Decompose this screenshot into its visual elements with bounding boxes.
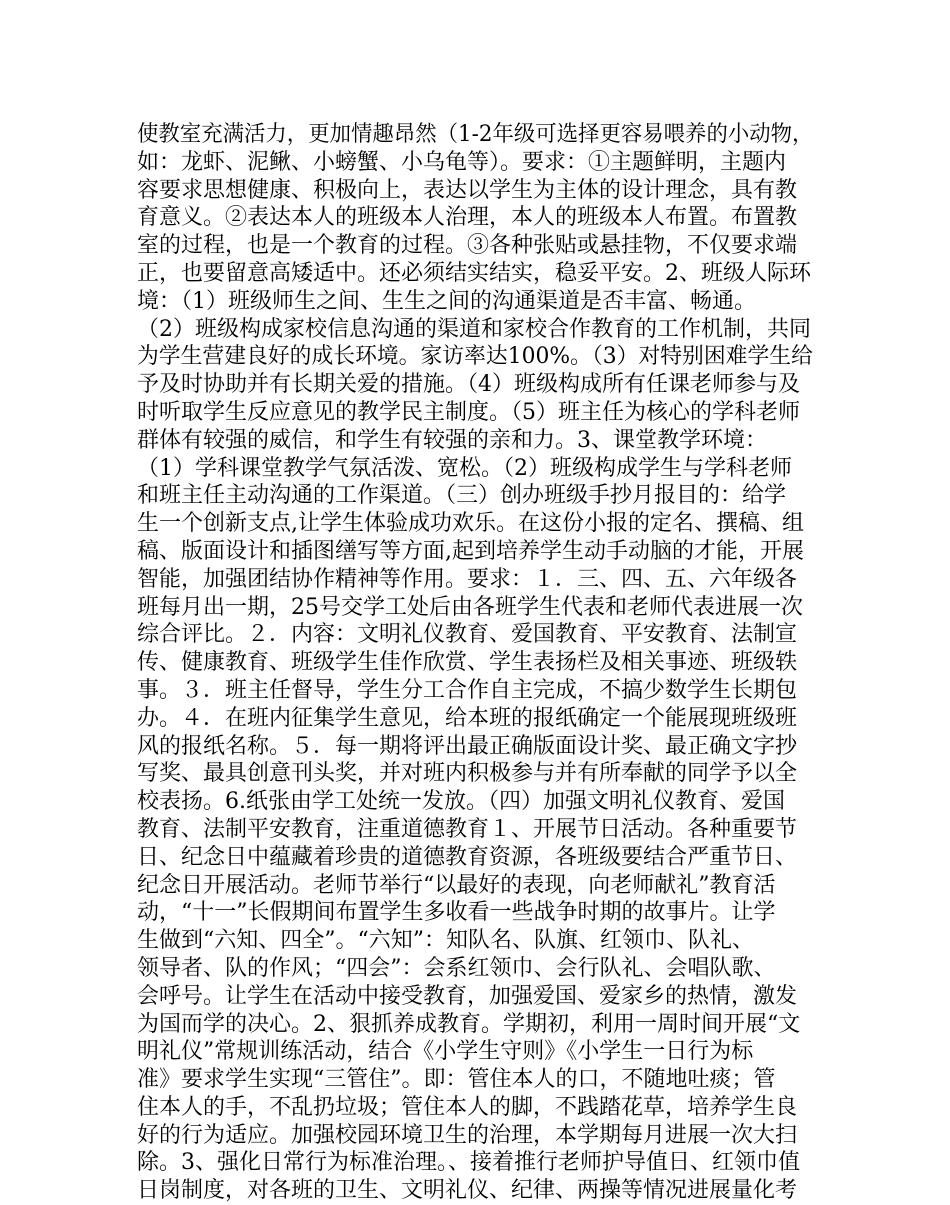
- text-line: 住本人的手，不乱扔垃圾；管住本人的脚，不践踏花草，培养学生良: [137, 1094, 798, 1120]
- text-line: 会呼号。让学生在活动中接受教育，加强爱国、爱家乡的热情，激发: [137, 983, 798, 1009]
- text-line: 纪念日开展活动。老师节举行“以最好的表现，向老师献礼”教育活: [137, 872, 776, 898]
- text-line: 教育、法制平安教育，注重道德教育１、开展节日活动。各种重要节: [137, 816, 798, 842]
- text-line: 综合评比。２．内容：文明礼仪教育、爱国教育、平安教育、法制宣: [137, 622, 798, 648]
- text-line: 群体有较强的威信，和学生有较强的亲和力。3、课堂教学环境：: [137, 427, 767, 453]
- text-line: 生一个创新支点,让学生体验成功欢乐。在这份小报的定名、撰稿、组: [137, 511, 804, 537]
- text-line: 室的过程，也是一个教育的过程。③各种张贴或悬挂物，不仅要求端: [137, 233, 798, 259]
- text-line: 智能，加强团结协作精神等作用。要求：１．三、四、五、六年级各: [137, 566, 798, 592]
- text-line: 办。４．在班内征集学生意见，给本班的报纸确定一个能展现班级班: [137, 705, 798, 731]
- text-line: 使教室充满活力，更加情趣昂然（1-2年级可选择更容易喂养的小动物，: [137, 122, 814, 147]
- text-line: 好的行为适应。加强校园环境卫生的治理，本学期每月进展一次大扫: [137, 1122, 798, 1148]
- text-line: 除。3、强化日常行为标准治理。、接着推行老师护导值日、红领巾值: [137, 1150, 800, 1176]
- body-text: [137, 121, 813, 1205]
- text-line: 和班主任主动沟通的工作渠道。（三）创办班级手抄月报目的：给学: [137, 483, 787, 509]
- text-line: 领导者、队的作风；“四会”：会系红领巾、会行队礼、会唱队歌、: [137, 955, 776, 981]
- text-line: 日岗制度，对各班的卫生、文明礼仪、纪律、两操等情况进展量化考: [137, 1178, 798, 1204]
- text-line: （2）班级构成家校信息沟通的渠道和家校合作教育的工作机制，共同: [137, 316, 811, 342]
- text-line: 动，“十一”长假期间布置学生多收看一些战争时期的故事片。让学: [137, 900, 776, 926]
- text-line: 生做到“六知、四全”。“六知”：知队名、队旗、红领巾、队礼、: [137, 928, 754, 954]
- text-line: 准》要求学生实现“三管住”。即：管住本人的口，不随地吐痰；管: [137, 1067, 776, 1093]
- text-line: 正，也要留意高矮适中。还必须结实结实，稳妥平安。2、班级人际环: [137, 260, 811, 286]
- text-line: 日、纪念日中蕴藏着珍贵的道德教育资源，各班级要结合严重节日、: [137, 844, 798, 870]
- text-line: 育意义。②表达本人的班级本人治理，本人的班级本人布置。布置教: [137, 205, 798, 231]
- text-line: 明礼仪”常规训练活动，结合《小学生守则》《小学生一日行为标: [137, 1039, 754, 1065]
- text-line: 时听取学生反应意见的教学民主制度。（5）班主任为核心的学科老师: [137, 399, 800, 425]
- text-line: 事。３．班主任督导，学生分工合作自主完成，不搞少数学生长期包: [137, 677, 798, 703]
- text-line: 为学生营建良好的成长环境。家访率达100%。（3）对特别困难学生给: [137, 344, 813, 370]
- text-line: 班每月出一期，25号交学工处后由各班学生代表和老师代表进展一次: [137, 594, 803, 620]
- text-line: 予及时协助并有长期关爱的措施。（4）班级构成所有任课老师参与及: [137, 372, 800, 398]
- text-line: 稿、版面设计和插图缮写等方面,起到培养学生动手动脑的才能，开展: [137, 538, 804, 564]
- text-line: 境：（1）班级师生之间、生生之间的沟通渠道是否丰富、畅通。: [137, 288, 756, 314]
- text-line: 容要求思想健康、积极向上，表达以学生为主体的设计理念，具有教: [137, 177, 798, 203]
- text-line: 风的报纸名称。５．每一期将评出最正确版面设计奖、最正确文字抄: [137, 733, 798, 759]
- text-line: 校表扬。6.纸张由学工处统一发放。（四）加强文明礼仪教育、爱国: [137, 789, 785, 815]
- text-line: 传、健康教育、班级学生佳作欣赏、学生表扬栏及相关事迹、班级轶: [137, 650, 798, 676]
- text-line: （1）学科课堂教学气氛活泼、宽松。（2）班级构成学生与学科老师: [137, 455, 792, 481]
- text-line: 如：龙虾、泥鳅、小螃蟹、小乌龟等）。要求：①主题鲜明，主题内: [137, 149, 787, 175]
- text-line: 写奖、最具创意刊头奖，并对班内积极参与并有所奉献的同学予以全: [137, 761, 798, 787]
- text-line: 为国而学的决心。2、狠抓养成教育。学期初，利用一周时间开展“文: [137, 1011, 801, 1037]
